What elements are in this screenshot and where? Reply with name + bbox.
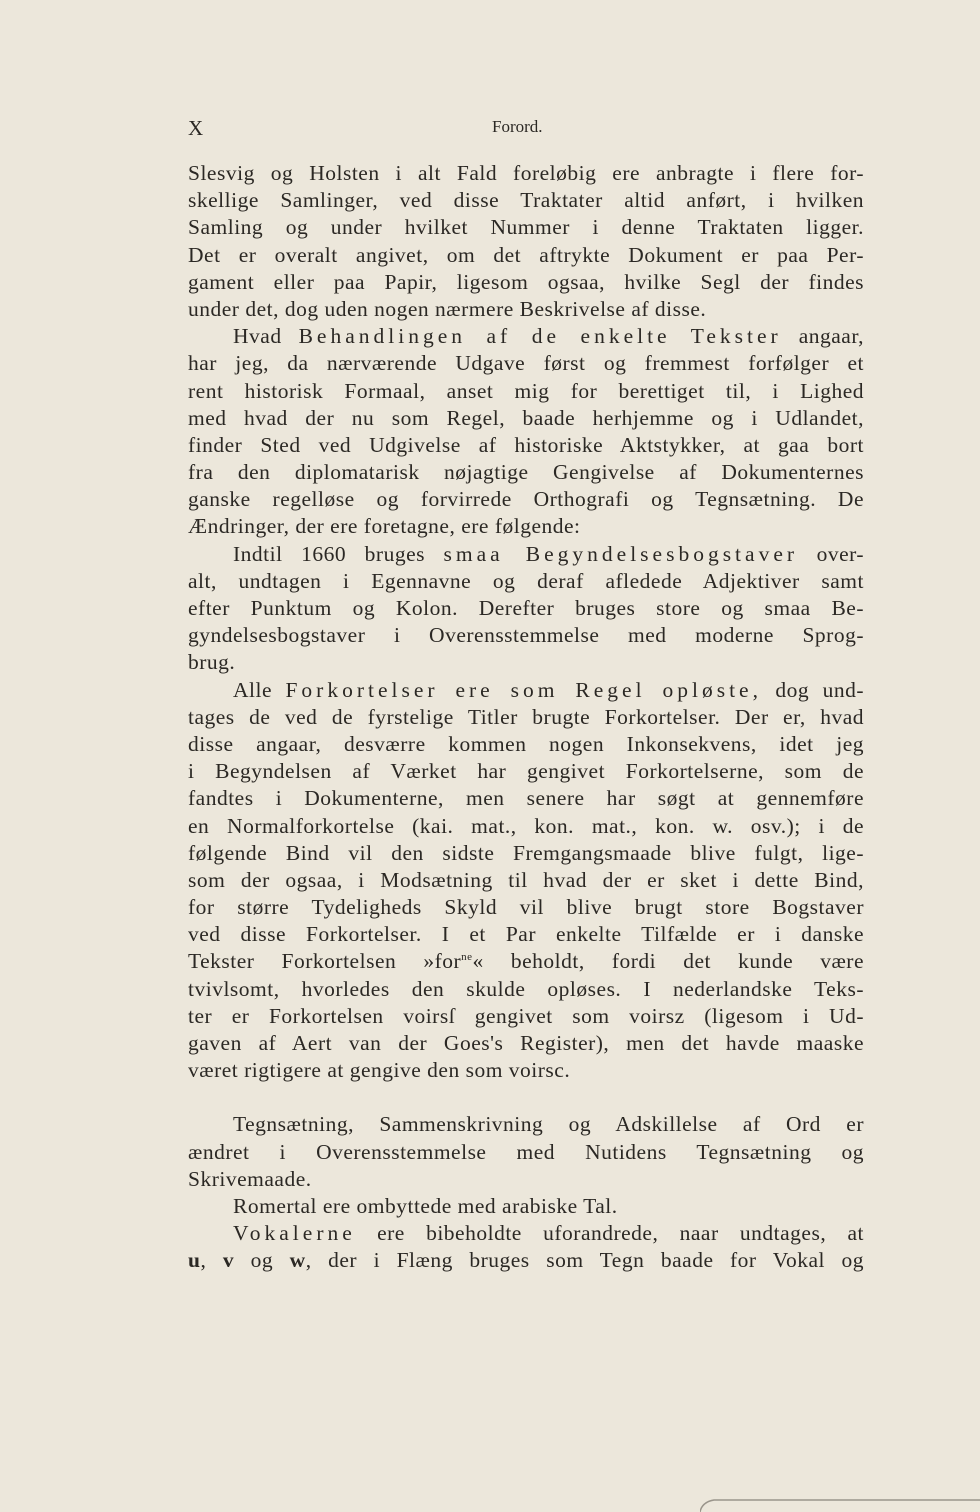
bold-letter: v: [222, 1248, 235, 1273]
page-header: [188, 116, 864, 140]
text-fragment: Alle: [233, 677, 273, 702]
text-line: rent historisk Formaal, anset mig for berettiget til, i Lighed: [188, 378, 864, 403]
spaced-emphasis: smaa Begyndelsesbogstaver: [443, 541, 799, 566]
text-line: Det er overalt angivet, om det aftrykte Dokument er paa Per-: [188, 242, 864, 267]
text-line: Romertal ere ombyttede med arabiske Tal.: [233, 1193, 618, 1218]
running-head: Forord.: [492, 117, 543, 136]
text-fragment: og: [234, 1248, 290, 1273]
text-line: Ændringer, der ere foretagne, ere følgende:: [188, 514, 581, 539]
text-line: fandtes i Dokumenterne, men senere har søgt at gennemføre: [188, 786, 864, 811]
text-line: ter er Forkortelsen voirsſ gengivet som voirsz (ligesom i Ud-: [188, 1003, 864, 1028]
text-fragment: Hvad: [233, 324, 282, 349]
text-line: skellige Samlinger, ved disse Traktater altid anført, i hvilken: [188, 188, 864, 213]
text-line: brug.: [188, 650, 236, 675]
text-line: Tegnsætning, Sammenskrivning og Adskillelse af Ord er: [233, 1112, 864, 1137]
text-fragment: Tekster Forkortelsen »for: [188, 949, 462, 974]
text-line: som der ogsaa, i Modsætning til hvad der er sket i dette Bind,: [188, 867, 864, 892]
text-line: [188, 1247, 864, 1274]
text-line: gaven af Aert van der Goes's Register), men det havde maaske: [188, 1031, 864, 1055]
text-line: ved disse Forkortelser. I et Par enkelte Tilfælde er i danske: [188, 922, 864, 947]
text-line: tvivlsomt, hvorledes den skulde opløses. I nederlandske Teks-: [188, 976, 864, 1001]
text-line: [188, 677, 864, 704]
text-line: alt, undtagen i Egennavne og deraf afledede Adjektiver samt: [188, 568, 864, 593]
text-line: Samling og under hvilket Nummer i denne Traktaten ligger.: [188, 215, 864, 240]
spaced-emphasis: Vokalerne: [233, 1221, 356, 1246]
text-line: ganske regelløse og forvirrede Orthografi og Tegnsætning. De: [188, 487, 864, 512]
text-line: fra den diplomatarisk nøjagtige Gengivelse af Dokumenternes: [188, 460, 864, 485]
text-line: [188, 323, 864, 350]
bold-letter: w: [289, 1248, 306, 1273]
text-line: disse angaar, desværre kommen nogen Inkonsekvens, idet jeg: [188, 731, 864, 756]
text-line: [188, 541, 864, 568]
spaced-emphasis: Forkortelser ere som Regel opløste,: [285, 677, 762, 702]
text-line: finder Sted ved Udgivelse af historiske Aktstykker, at gaa bort: [188, 432, 864, 457]
paragraph-gap: [188, 1084, 864, 1111]
text-line: gament eller paa Papir, ligesom ogsaa, hvilke Segl der findes: [188, 269, 864, 294]
bold-letter: u: [188, 1248, 201, 1273]
text-line: været rigtigere at gengive den som voirsc.: [188, 1058, 571, 1083]
text-line: [188, 1220, 864, 1247]
body-text: [188, 160, 864, 1275]
text-fragment: dog und-: [775, 677, 865, 702]
text-fragment: ere bibeholdte uforandrede, naar undtages, at: [377, 1221, 865, 1246]
text-line: Skrivemaade.: [188, 1166, 312, 1191]
text-line: med hvad der nu som Regel, baade herhjemme og i Udlandet,: [188, 405, 864, 430]
superscript: ne: [461, 951, 473, 964]
text-line: i Begyndelsen af Værket har gengivet Forkortelserne, som de: [188, 759, 864, 784]
text-fragment: over-: [816, 541, 865, 566]
text-line: tages de ved de fyrstelige Titler brugte Forkortelser. Der er, hvad: [188, 704, 864, 729]
text-line: for større Tydeligheds Skyld vil blive brugt store Bogstaver: [188, 895, 864, 920]
page-corner-mark: [700, 1488, 980, 1512]
text-line: følgende Bind vil den sidste Fremgangsmaade blive fulgt, lige-: [188, 840, 864, 865]
spaced-emphasis: Behandlingen af de enkelte Tekster: [298, 324, 782, 349]
text-line: har jeg, da nærværende Udgave først og fremmest forfølger et: [188, 351, 864, 376]
text-line: en Normalforkortelse (kai. mat., kon. mat., kon. w. osv.); i de: [188, 813, 864, 838]
text-line: Slesvig og Holsten i alt Fald foreløbig ere anbragte i flere for-: [188, 161, 864, 185]
text-fragment: angaar,: [798, 324, 865, 349]
text-line: ændret i Overensstemmelse med Nutidens Tegnsætning og: [188, 1139, 864, 1164]
text-line: gyndelsesbogstaver i Overensstemmelse med moderne Sprog-: [188, 623, 864, 648]
page-number: X: [188, 116, 205, 140]
text-line: efter Punktum og Kolon. Derefter bruges store og smaa Be-: [188, 596, 864, 620]
text-fragment: Indtil 1660 bruges: [233, 541, 425, 566]
text-fragment: ,: [200, 1248, 223, 1273]
text-fragment: , der i Flæng bruges som Tegn baade for Vokal og: [305, 1248, 865, 1273]
text-line: under det, dog uden nogen nærmere Beskrivelse af disse.: [188, 296, 707, 321]
text-fragment: « beholdt, fordi det kunde være: [472, 949, 865, 974]
text-line: [188, 948, 864, 975]
